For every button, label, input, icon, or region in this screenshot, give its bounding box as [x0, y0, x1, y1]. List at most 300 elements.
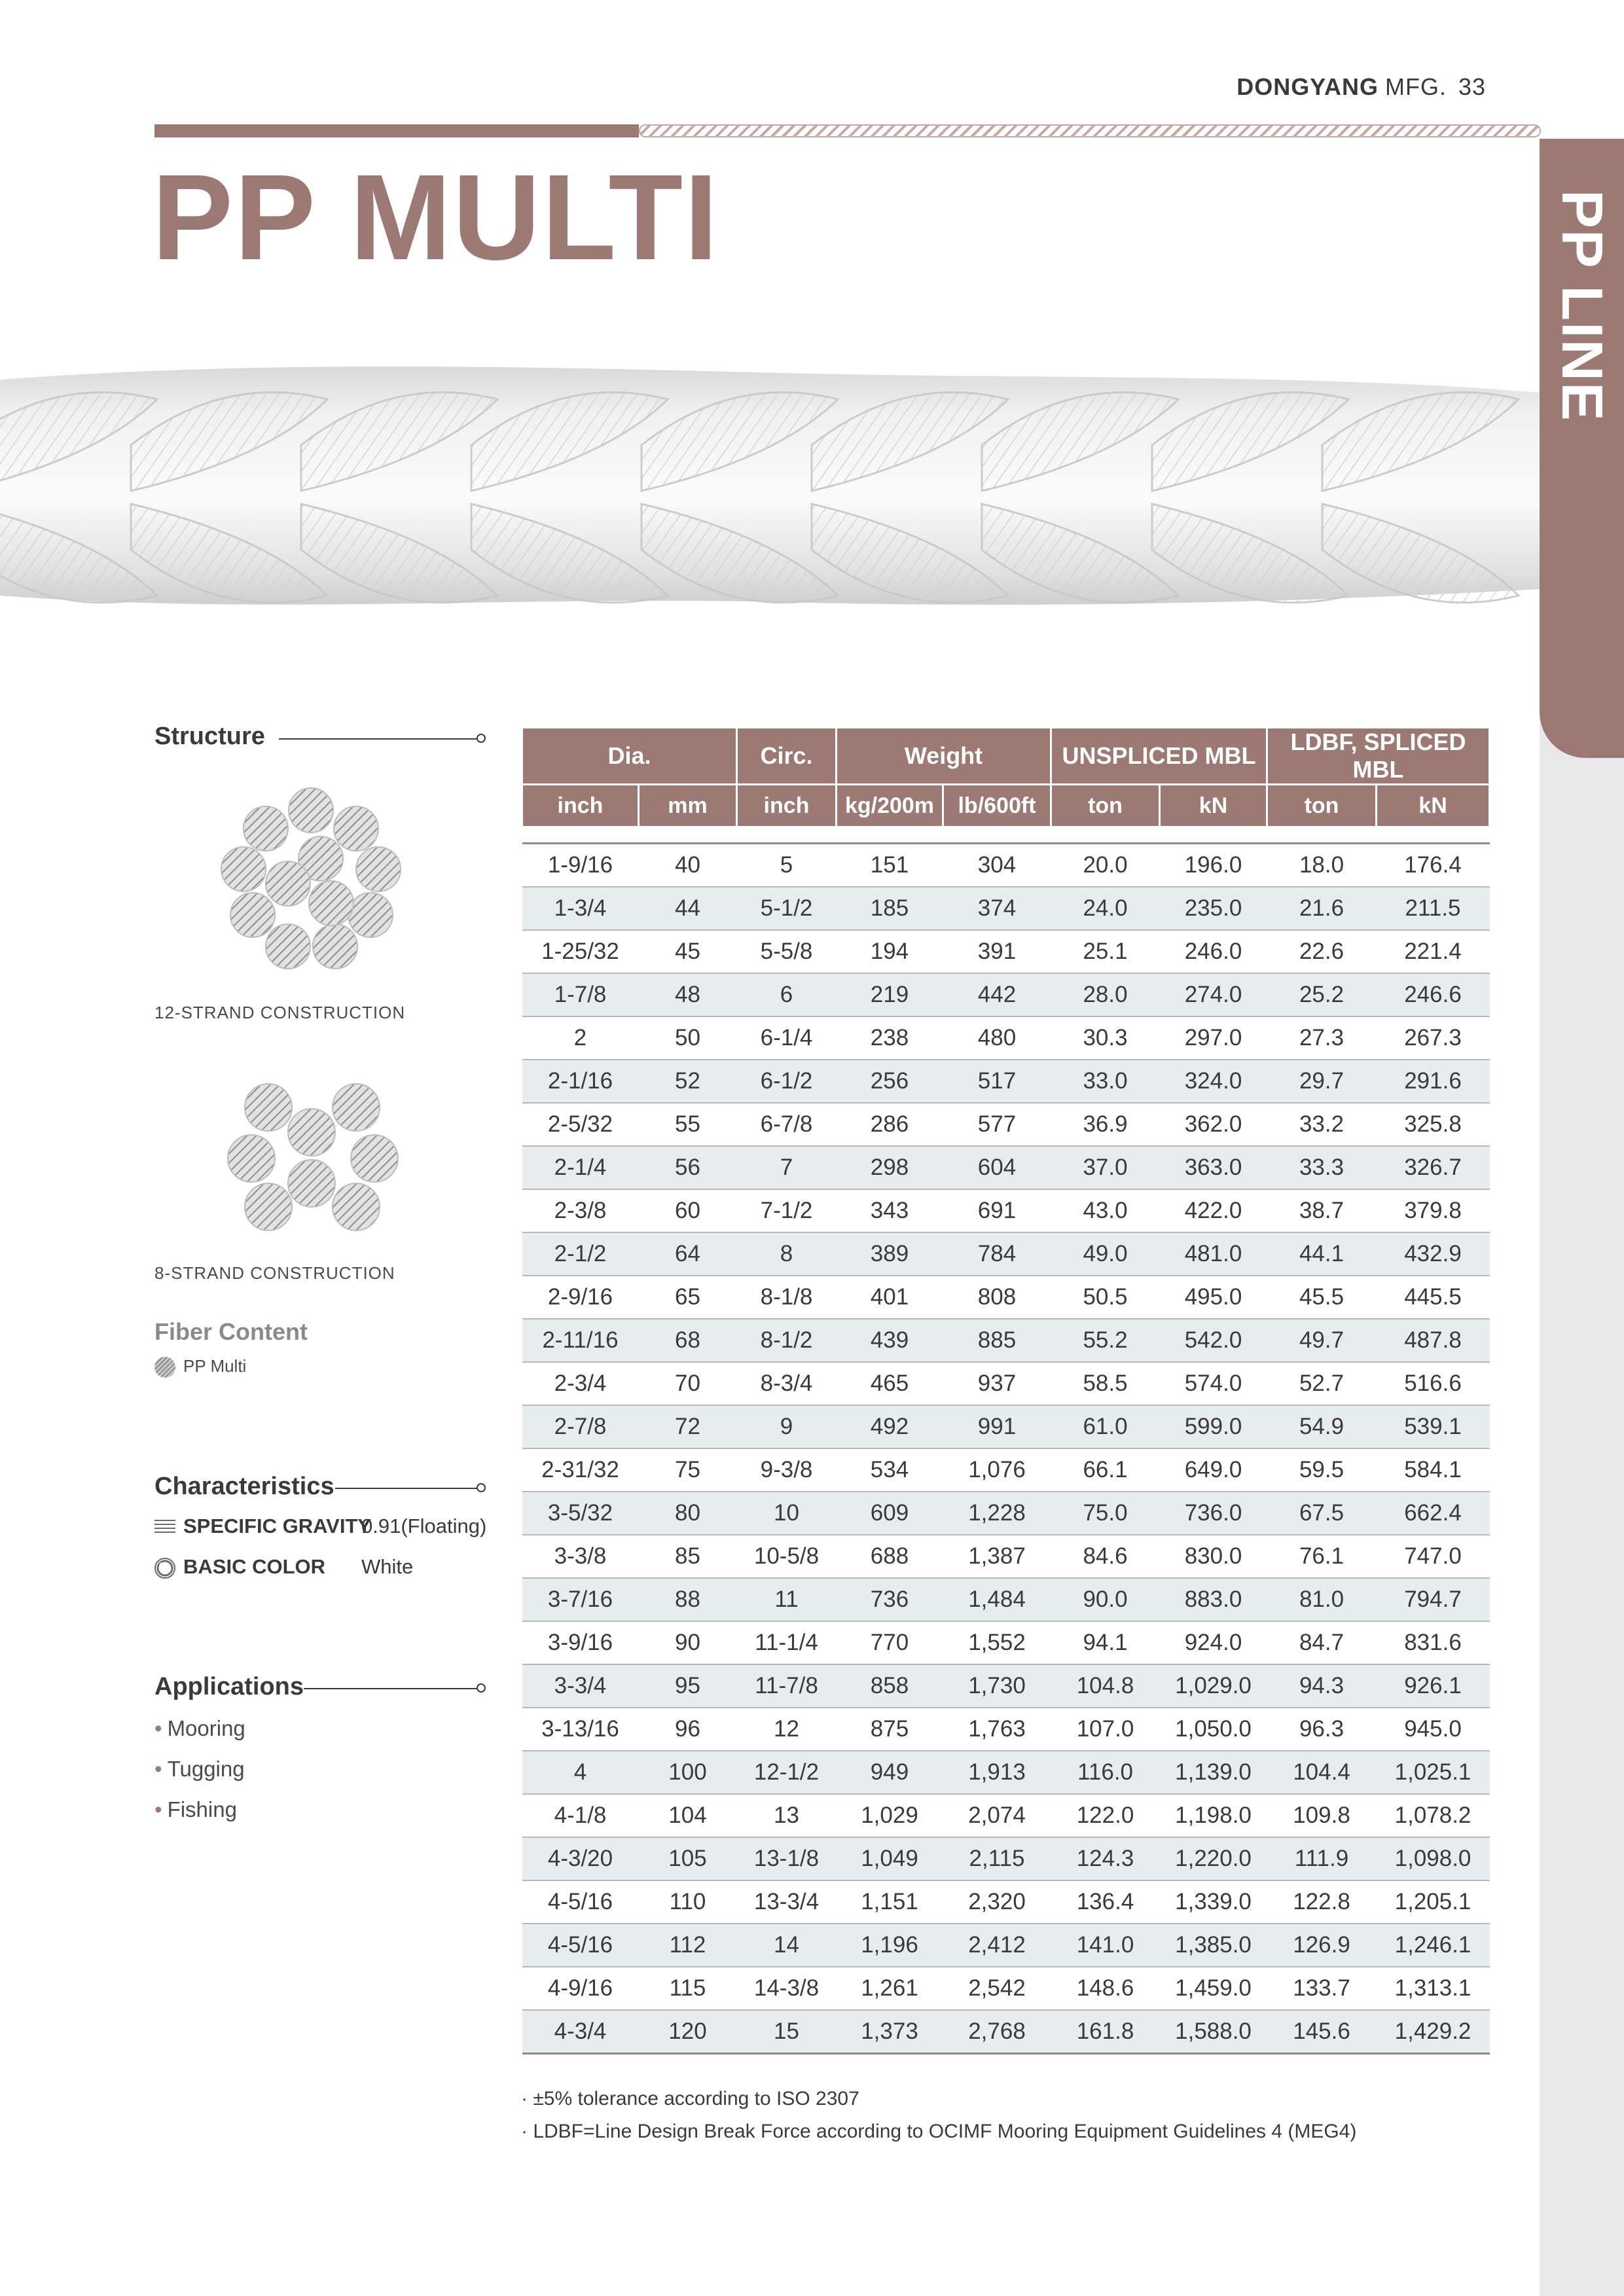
table-cell: 422.0 [1160, 1189, 1267, 1232]
8-strand-diagram [226, 1081, 403, 1232]
table-cell: 25.1 [1051, 930, 1160, 973]
table-cell: 480 [943, 1016, 1051, 1060]
table-row [522, 1060, 1490, 1103]
table-row [522, 1751, 1490, 1794]
table-cell: 194 [837, 930, 943, 973]
table-cell: 5 [737, 844, 837, 888]
table-body [522, 827, 1490, 2054]
table-cell: 8-1/2 [737, 1319, 837, 1362]
table-cell: 10-5/8 [737, 1535, 837, 1578]
table-cell: 161.8 [1051, 2010, 1160, 2054]
table-cell: 926.1 [1377, 1664, 1490, 1708]
table-cell: 38.7 [1267, 1189, 1377, 1232]
table-cell: 20.0 [1051, 844, 1160, 888]
table-cell: 238 [837, 1016, 943, 1060]
table-cell: 6-1/2 [737, 1060, 837, 1103]
basic-color-key: BASIC COLOR [183, 1555, 325, 1578]
table-cell: 794.7 [1377, 1578, 1490, 1621]
characteristics-divider-dot [477, 1483, 486, 1492]
applications-divider-dot [477, 1683, 486, 1693]
page-header [1113, 73, 1486, 101]
table-cell: 68 [639, 1319, 737, 1362]
unit-header: kg/200m [837, 785, 943, 827]
table-cell: 297.0 [1160, 1016, 1267, 1060]
table-cell: 133.7 [1267, 1967, 1377, 2010]
table-row [522, 1967, 1490, 2010]
table-row [522, 1535, 1490, 1578]
table-row [522, 2010, 1490, 2054]
table-cell: 75 [639, 1448, 737, 1492]
table-cell: 12 [737, 1708, 837, 1751]
table-cell: 495.0 [1160, 1276, 1267, 1319]
table-cell: 539.1 [1377, 1405, 1490, 1448]
table-cell: 246.0 [1160, 930, 1267, 973]
table-cell: 298 [837, 1146, 943, 1189]
spec-table [521, 726, 1490, 2054]
table-row [522, 973, 1490, 1016]
table-row [522, 1016, 1490, 1060]
table-cell: 1,552 [943, 1621, 1051, 1664]
table-cell: 599.0 [1160, 1405, 1267, 1448]
table-cell: 691 [943, 1189, 1051, 1232]
fiber-swatch-icon [154, 1357, 175, 1378]
table-cell: 45 [639, 930, 737, 973]
table-cell: 858 [837, 1664, 943, 1708]
table-row [522, 1880, 1490, 1924]
table-cell: 60 [639, 1189, 737, 1232]
table-cell: 830.0 [1160, 1535, 1267, 1578]
table-cell: 3-5/32 [522, 1492, 639, 1535]
table-cell: 29.7 [1267, 1060, 1377, 1103]
specific-gravity-value: 0.91(Floating) [361, 1515, 487, 1537]
table-cell: 72 [639, 1405, 737, 1448]
table-cell: 7 [737, 1146, 837, 1189]
table-cell: 649.0 [1160, 1448, 1267, 1492]
header-weight: Weight [837, 728, 1051, 785]
rope-photo [0, 353, 1540, 628]
table-cell: 30.3 [1051, 1016, 1160, 1060]
table-cell: 18.0 [1267, 844, 1377, 888]
table-cell: 14 [737, 1924, 837, 1967]
table-cell: 2-7/8 [522, 1405, 639, 1448]
table-cell: 55.2 [1051, 1319, 1160, 1362]
table-cell: 362.0 [1160, 1103, 1267, 1146]
basic-color-row [154, 1555, 414, 1579]
table-cell: 1,151 [837, 1880, 943, 1924]
table-cell: 49.7 [1267, 1319, 1377, 1362]
table-cell: 2-9/16 [522, 1276, 639, 1319]
table-cell: 52.7 [1267, 1362, 1377, 1405]
applications-divider [304, 1688, 478, 1689]
table-cell: 104.8 [1051, 1664, 1160, 1708]
table-cell: 5-5/8 [737, 930, 837, 973]
table-row [522, 887, 1490, 930]
table-row [522, 1276, 1490, 1319]
table-cell: 1,220.0 [1160, 1837, 1267, 1880]
table-cell: 49.0 [1051, 1232, 1160, 1276]
table-cell: 343 [837, 1189, 943, 1232]
brand-suffix: MFG. [1384, 73, 1447, 100]
table-row [522, 930, 1490, 973]
specific-gravity-row [154, 1515, 487, 1538]
table-cell: 107.0 [1051, 1708, 1160, 1751]
8-strand-caption: 8-STRAND CONSTRUCTION [154, 1263, 395, 1283]
table-cell: 432.9 [1377, 1232, 1490, 1276]
table-cell: 15 [737, 2010, 837, 2054]
table-cell: 1,139.0 [1160, 1751, 1267, 1794]
header-accent-bar [154, 124, 639, 137]
table-cell: 516.6 [1377, 1362, 1490, 1405]
table-cell: 291.6 [1377, 1060, 1490, 1103]
table-cell: 6-7/8 [737, 1103, 837, 1146]
table-cell: 81.0 [1267, 1578, 1377, 1621]
table-cell: 1,313.1 [1377, 1967, 1490, 2010]
table-cell: 104 [639, 1794, 737, 1837]
unit-header: kN [1377, 785, 1490, 827]
table-cell: 96 [639, 1708, 737, 1751]
page-number: 33 [1458, 73, 1486, 100]
characteristics-label: Characteristics [154, 1473, 334, 1500]
table-cell: 4-9/16 [522, 1967, 639, 2010]
table-cell: 577 [943, 1103, 1051, 1146]
table-cell: 21.6 [1267, 887, 1377, 930]
table-cell: 2-31/32 [522, 1448, 639, 1492]
table-cell: 770 [837, 1621, 943, 1664]
table-cell: 2,320 [943, 1880, 1051, 1924]
table-cell: 401 [837, 1276, 943, 1319]
table-cell: 96.3 [1267, 1708, 1377, 1751]
table-cell: 84.6 [1051, 1535, 1160, 1578]
table-cell: 27.3 [1267, 1016, 1377, 1060]
structure-label: Structure [154, 723, 265, 750]
table-cell: 75.0 [1051, 1492, 1160, 1535]
table-cell: 90 [639, 1621, 737, 1664]
12-strand-diagram [216, 785, 406, 975]
table-cell: 2,542 [943, 1967, 1051, 2010]
table-cell: 22.6 [1267, 930, 1377, 973]
table-cell: 95 [639, 1664, 737, 1708]
table-cell: 1,373 [837, 2010, 943, 2054]
table-cell: 831.6 [1377, 1621, 1490, 1664]
table-cell: 43.0 [1051, 1189, 1160, 1232]
table-cell: 44 [639, 887, 737, 930]
table-row [522, 844, 1490, 888]
table-cell: 8-3/4 [737, 1362, 837, 1405]
table-cell: 246.6 [1377, 973, 1490, 1016]
table-cell: 442 [943, 973, 1051, 1016]
table-row [522, 1924, 1490, 1967]
table-row [522, 1448, 1490, 1492]
brand-name: DONGYANG [1236, 73, 1379, 100]
table-cell: 1,198.0 [1160, 1794, 1267, 1837]
table-cell: 80 [639, 1492, 737, 1535]
table-cell: 1,730 [943, 1664, 1051, 1708]
table-cell: 50.5 [1051, 1276, 1160, 1319]
ldbf-note: · LDBF=Line Design Break Force according to OCIMF Mooring Equipment Guidelines 4 (MEG4) [521, 2121, 1357, 2142]
specific-gravity-icon [154, 1520, 175, 1535]
table-cell: 88 [639, 1578, 737, 1621]
table-cell: 122.8 [1267, 1880, 1377, 1924]
table-cell: 1-7/8 [522, 973, 639, 1016]
table-cell: 808 [943, 1276, 1051, 1319]
table-cell: 2 [522, 1016, 639, 1060]
table-cell: 875 [837, 1708, 943, 1751]
table-row [522, 1189, 1490, 1232]
table-cell: 235.0 [1160, 887, 1267, 930]
table-cell: 492 [837, 1405, 943, 1448]
table-cell: 885 [943, 1319, 1051, 1362]
table-cell: 1,484 [943, 1578, 1051, 1621]
table-cell: 13-1/8 [737, 1837, 837, 1880]
table-cell: 6-1/4 [737, 1016, 837, 1060]
table-cell: 94.1 [1051, 1621, 1160, 1664]
table-cell: 991 [943, 1405, 1051, 1448]
table-row [522, 1103, 1490, 1146]
table-cell: 185 [837, 887, 943, 930]
table-cell: 1,029.0 [1160, 1664, 1267, 1708]
fiber-content-item [154, 1356, 246, 1378]
table-cell: 48 [639, 973, 737, 1016]
table-cell: 104.4 [1267, 1751, 1377, 1794]
table-cell: 256 [837, 1060, 943, 1103]
table-cell: 9 [737, 1405, 837, 1448]
table-cell: 109.8 [1267, 1794, 1377, 1837]
table-cell: 112 [639, 1924, 737, 1967]
table-cell: 487.8 [1377, 1319, 1490, 1362]
side-section-label: PP LINE [1550, 190, 1615, 422]
table-cell: 286 [837, 1103, 943, 1146]
table-cell: 389 [837, 1232, 943, 1276]
table-cell: 517 [943, 1060, 1051, 1103]
application-item: • Fishing [154, 1797, 237, 1821]
table-cell: 736.0 [1160, 1492, 1267, 1535]
table-cell: 52 [639, 1060, 737, 1103]
table-cell: 374 [943, 887, 1051, 930]
table-cell: 7-1/2 [737, 1189, 837, 1232]
header-ldbf-spliced-mbl: LDBF, SPLICED MBL [1267, 728, 1490, 785]
table-cell: 584.1 [1377, 1448, 1490, 1492]
table-cell: 274.0 [1160, 973, 1267, 1016]
table-cell: 122.0 [1051, 1794, 1160, 1837]
table-cell: 37.0 [1051, 1146, 1160, 1189]
table-spacer-row [522, 827, 1490, 844]
table-cell: 1,913 [943, 1751, 1051, 1794]
table-row [522, 1362, 1490, 1405]
table-cell: 688 [837, 1535, 943, 1578]
table-cell: 1-25/32 [522, 930, 639, 973]
table-cell: 5-1/2 [737, 887, 837, 930]
table-cell: 33.0 [1051, 1060, 1160, 1103]
unit-header: kN [1160, 785, 1267, 827]
table-cell: 2-5/32 [522, 1103, 639, 1146]
table-cell: 110 [639, 1880, 737, 1924]
table-cell: 141.0 [1051, 1924, 1160, 1967]
table-cell: 2,074 [943, 1794, 1051, 1837]
table-row [522, 1664, 1490, 1708]
table-cell: 1,228 [943, 1492, 1051, 1535]
table-cell: 465 [837, 1362, 943, 1405]
table-cell: 11-7/8 [737, 1664, 837, 1708]
table-cell: 1,078.2 [1377, 1794, 1490, 1837]
table-cell: 2,412 [943, 1924, 1051, 1967]
table-cell: 44.1 [1267, 1232, 1377, 1276]
application-item: • Tugging [154, 1757, 245, 1781]
table-cell: 8-1/8 [737, 1276, 837, 1319]
table-cell: 4 [522, 1751, 639, 1794]
tolerance-note: · ±5% tolerance according to ISO 2307 [521, 2088, 859, 2109]
table-cell: 2-11/16 [522, 1319, 639, 1362]
table-cell: 1,459.0 [1160, 1967, 1267, 2010]
table-cell: 70 [639, 1362, 737, 1405]
table-cell: 124.3 [1051, 1837, 1160, 1880]
table-cell: 55 [639, 1103, 737, 1146]
table-cell: 105 [639, 1837, 737, 1880]
table-cell: 1,246.1 [1377, 1924, 1490, 1967]
table-cell: 1,261 [837, 1967, 943, 2010]
table-cell: 1,763 [943, 1708, 1051, 1751]
header-unspliced-mbl: UNSPLICED MBL [1051, 728, 1267, 785]
header-dia: Dia. [522, 728, 737, 785]
table-cell: 1,076 [943, 1448, 1051, 1492]
table-cell: 1,385.0 [1160, 1924, 1267, 1967]
table-cell: 4-5/16 [522, 1880, 639, 1924]
table-row [522, 1492, 1490, 1535]
table-cell: 61.0 [1051, 1405, 1160, 1448]
table-cell: 10 [737, 1492, 837, 1535]
table-cell: 136.4 [1051, 1880, 1160, 1924]
table-cell: 24.0 [1051, 887, 1160, 930]
table-cell: 2-1/16 [522, 1060, 639, 1103]
table-cell: 924.0 [1160, 1621, 1267, 1664]
table-cell: 937 [943, 1362, 1051, 1405]
table-cell: 151 [837, 844, 943, 888]
table-cell: 196.0 [1160, 844, 1267, 888]
unit-header: inch [522, 785, 639, 827]
table-cell: 379.8 [1377, 1189, 1490, 1232]
structure-divider-dot [477, 734, 486, 743]
table-cell: 148.6 [1051, 1967, 1160, 2010]
table-cell: 221.4 [1377, 930, 1490, 973]
table-cell: 574.0 [1160, 1362, 1267, 1405]
table-cell: 609 [837, 1492, 943, 1535]
table-cell: 2-1/4 [522, 1146, 639, 1189]
table-cell: 604 [943, 1146, 1051, 1189]
table-cell: 50 [639, 1016, 737, 1060]
table-group-header-row [522, 728, 1490, 785]
table-cell: 2-3/8 [522, 1189, 639, 1232]
table-cell: 267.3 [1377, 1016, 1490, 1060]
table-cell: 6 [737, 973, 837, 1016]
table-cell: 784 [943, 1232, 1051, 1276]
table-cell: 2,115 [943, 1837, 1051, 1880]
table-cell: 145.6 [1267, 2010, 1377, 2054]
unit-header: ton [1267, 785, 1377, 827]
table-row [522, 1708, 1490, 1751]
table-cell: 100 [639, 1751, 737, 1794]
table-cell: 120 [639, 2010, 737, 2054]
table-cell: 747.0 [1377, 1535, 1490, 1578]
table-cell: 1,339.0 [1160, 1880, 1267, 1924]
table-cell: 9-3/8 [737, 1448, 837, 1492]
table-cell: 3-9/16 [522, 1621, 639, 1664]
table-cell: 445.5 [1377, 1276, 1490, 1319]
table-cell: 2-3/4 [522, 1362, 639, 1405]
table-cell: 11 [737, 1578, 837, 1621]
page-title: PP MULTI [152, 150, 719, 285]
table-cell: 90.0 [1051, 1578, 1160, 1621]
table-cell: 67.5 [1267, 1492, 1377, 1535]
table-cell: 14-3/8 [737, 1967, 837, 2010]
table-cell: 40 [639, 844, 737, 888]
table-cell: 8 [737, 1232, 837, 1276]
table-cell: 1,029 [837, 1794, 943, 1837]
table-cell: 481.0 [1160, 1232, 1267, 1276]
table-cell: 3-3/4 [522, 1664, 639, 1708]
basic-color-value: White [361, 1555, 414, 1578]
table-cell: 1,025.1 [1377, 1751, 1490, 1794]
table-cell: 2-1/2 [522, 1232, 639, 1276]
table-cell: 534 [837, 1448, 943, 1492]
characteristics-divider [335, 1488, 478, 1489]
fiber-content-label: Fiber Content [154, 1318, 308, 1345]
table-row [522, 1405, 1490, 1448]
table-cell: 3-3/8 [522, 1535, 639, 1578]
table-cell: 1,429.2 [1377, 2010, 1490, 2054]
table-cell: 3-13/16 [522, 1708, 639, 1751]
unit-header: lb/600ft [943, 785, 1051, 827]
table-cell: 94.3 [1267, 1664, 1377, 1708]
table-cell: 1,050.0 [1160, 1708, 1267, 1751]
header-circ: Circ. [737, 728, 837, 785]
table-cell: 56 [639, 1146, 737, 1189]
table-cell: 1-3/4 [522, 887, 639, 930]
table-cell: 1,588.0 [1160, 2010, 1267, 2054]
table-cell: 945.0 [1377, 1708, 1490, 1751]
fiber-content-value: PP Multi [183, 1356, 247, 1376]
table-cell: 65 [639, 1276, 737, 1319]
12-strand-caption: 12-STRAND CONSTRUCTION [154, 1003, 406, 1022]
table-cell: 883.0 [1160, 1578, 1267, 1621]
table-row [522, 1232, 1490, 1276]
table-cell: 36.9 [1051, 1103, 1160, 1146]
table-cell: 11-1/4 [737, 1621, 837, 1664]
table-cell: 85 [639, 1535, 737, 1578]
table-cell: 111.9 [1267, 1837, 1377, 1880]
table-cell: 326.7 [1377, 1146, 1490, 1189]
table-cell: 13 [737, 1794, 837, 1837]
table-cell: 363.0 [1160, 1146, 1267, 1189]
table-cell: 33.3 [1267, 1146, 1377, 1189]
table-cell: 66.1 [1051, 1448, 1160, 1492]
table-cell: 4-3/20 [522, 1837, 639, 1880]
table-cell: 45.5 [1267, 1276, 1377, 1319]
table-cell: 33.2 [1267, 1103, 1377, 1146]
specific-gravity-key: SPECIFIC GRAVITY [183, 1515, 372, 1537]
unit-header: mm [639, 785, 737, 827]
structure-divider [279, 738, 478, 740]
application-item: • Mooring [154, 1716, 245, 1740]
table-cell: 12-1/2 [737, 1751, 837, 1794]
table-cell: 176.4 [1377, 844, 1490, 888]
table-cell: 64 [639, 1232, 737, 1276]
table-cell: 211.5 [1377, 887, 1490, 930]
unit-header: ton [1051, 785, 1160, 827]
table-cell: 219 [837, 973, 943, 1016]
table-row [522, 1621, 1490, 1664]
unit-header: inch [737, 785, 837, 827]
table-cell: 325.8 [1377, 1103, 1490, 1146]
table-cell: 4-5/16 [522, 1924, 639, 1967]
